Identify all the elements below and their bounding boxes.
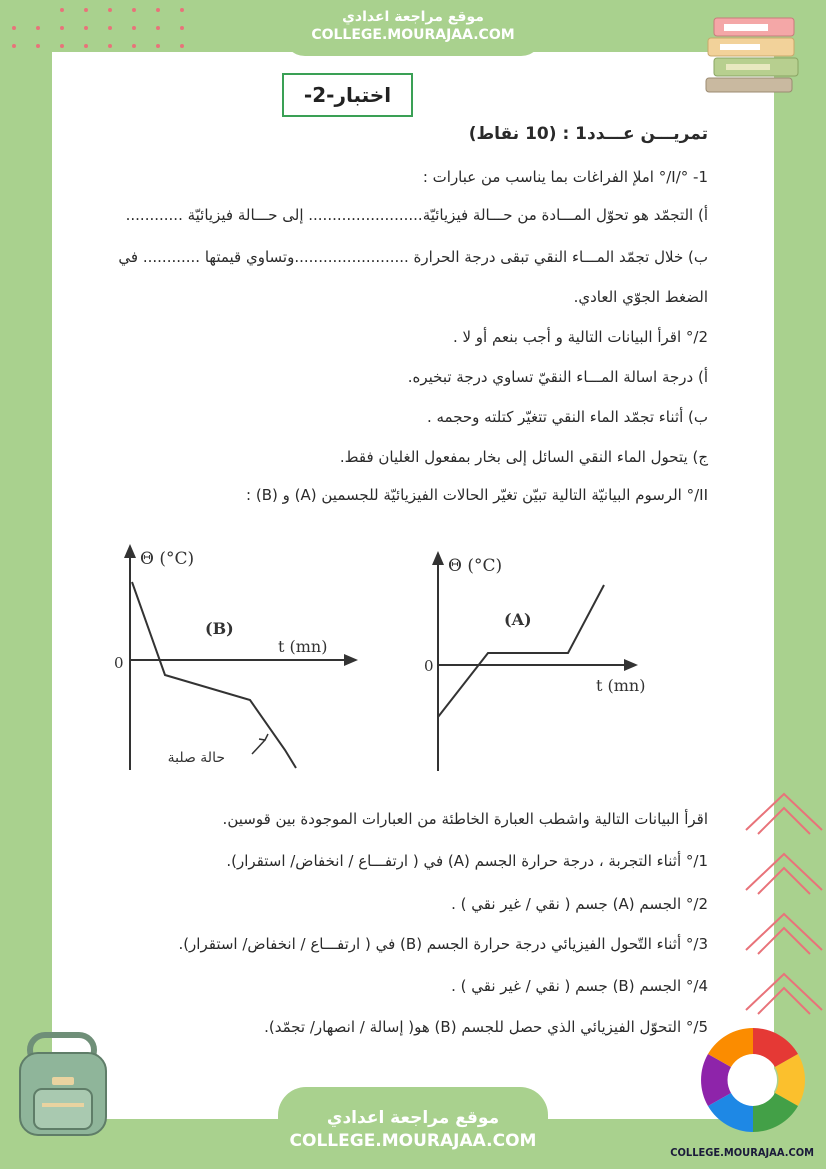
statement-1: 1/° أثناء التجربة ، درجة حرارة الجسم (A) في ( ارتفـــاع / انخفاض/ استقرار).: [226, 852, 708, 870]
graph-a-xlabel: t (mn): [596, 676, 646, 695]
q2-b: ب) أثناء تجمّد الماء النقي تتغيّر كتلته وحجمه .: [426, 408, 708, 426]
q1-b-continued: الضغط الجوّي العادي.: [573, 288, 708, 306]
graph-b-label: (B): [205, 619, 234, 638]
graph-b-origin: 0: [114, 654, 124, 672]
statement-2: 2/° الجسم (A) جسم ( نقي / غير نقي ) .: [451, 895, 708, 913]
statement-3: 3/° أثناء التّحول الفيزيائي درجة حرارة الجسم (B) في ( ارتفـــاع / انخفاض/ استقرار).: [178, 935, 708, 953]
decorative-dots: [0, 0, 210, 60]
instruction: اقرأ البيانات التالية واشطب العبارة الخاطئة من العبارات الموجودة بين قوسين.: [222, 810, 708, 828]
site-logo-label[interactable]: COLLEGE.MOURAJAA.COM: [670, 1146, 814, 1159]
graph-a: [420, 545, 670, 775]
statement-5: 5/° التحوّل الفيزيائي الذي حصل للجسم (B) هو( إسالة / انصهار/ تجمّد).: [264, 1018, 708, 1036]
graph-b-ylabel: Θ (°C): [140, 549, 195, 569]
q2-a: أ) درجة اسالة المـــاء النقيّ تساوي درجة تبخيره.: [407, 368, 708, 386]
footer-site-name: موقع مراجعة اعدادي: [326, 1108, 500, 1128]
q1-heading: I/° -1/° املإ الفراغات بما يناسب من عبارات :: [422, 168, 708, 186]
exercise-title: تمريـــن عـــدد1 : (10 نقاط): [468, 124, 708, 144]
q1-a: أ) التجمّد هو تحوّل المـــادة من حـــالة فيزيائيّة........................ إلى حـــالة فيزيائيّة ............: [125, 206, 708, 224]
site-name: موقع مراجعة اعدادي: [342, 9, 484, 25]
site-url[interactable]: COLLEGE.MOURAJAA.COM: [311, 27, 515, 43]
graph-b: [110, 540, 360, 780]
graph-a-origin: 0: [424, 657, 434, 675]
footer-site-url[interactable]: COLLEGE.MOURAJAA.COM: [289, 1131, 537, 1151]
q2-heading: 2/° اقرأ البيانات التالية و أجب بنعم أو لا .: [452, 328, 708, 346]
graph-a-label: (A): [504, 610, 532, 629]
chevron-decoration-icon: [736, 790, 826, 1040]
site-logo-wheel-icon: [700, 1027, 806, 1133]
q3-heading: II/° الرسوم البيانيّة التالية تبيّن تغيّر الحالات الفيزيائيّة للجسمين (A) و (B) :: [246, 486, 708, 504]
site-header-tab: [283, 0, 543, 56]
test-title-box: اختبار-2-: [282, 73, 413, 117]
backpack-icon: [8, 1029, 118, 1139]
site-footer-tab: [278, 1087, 548, 1169]
graph-b-annotation: حالة صلبة: [167, 750, 225, 766]
graph-a-ylabel: Θ (°C): [448, 556, 503, 576]
q1-b: ب) خلال تجمّد المـــاء النقي تبقى درجة الحرارة ........................وتساوي قيمتها ............ في: [118, 248, 708, 266]
graph-b-xlabel: t (mn): [278, 637, 328, 656]
statement-4: 4/° الجسم (B) جسم ( نقي / غير نقي ) .: [451, 977, 708, 995]
books-icon: [704, 14, 804, 94]
q2-c: ج) يتحول الماء النقي السائل إلى بخار بمفعول الغليان فقط.: [339, 448, 708, 466]
